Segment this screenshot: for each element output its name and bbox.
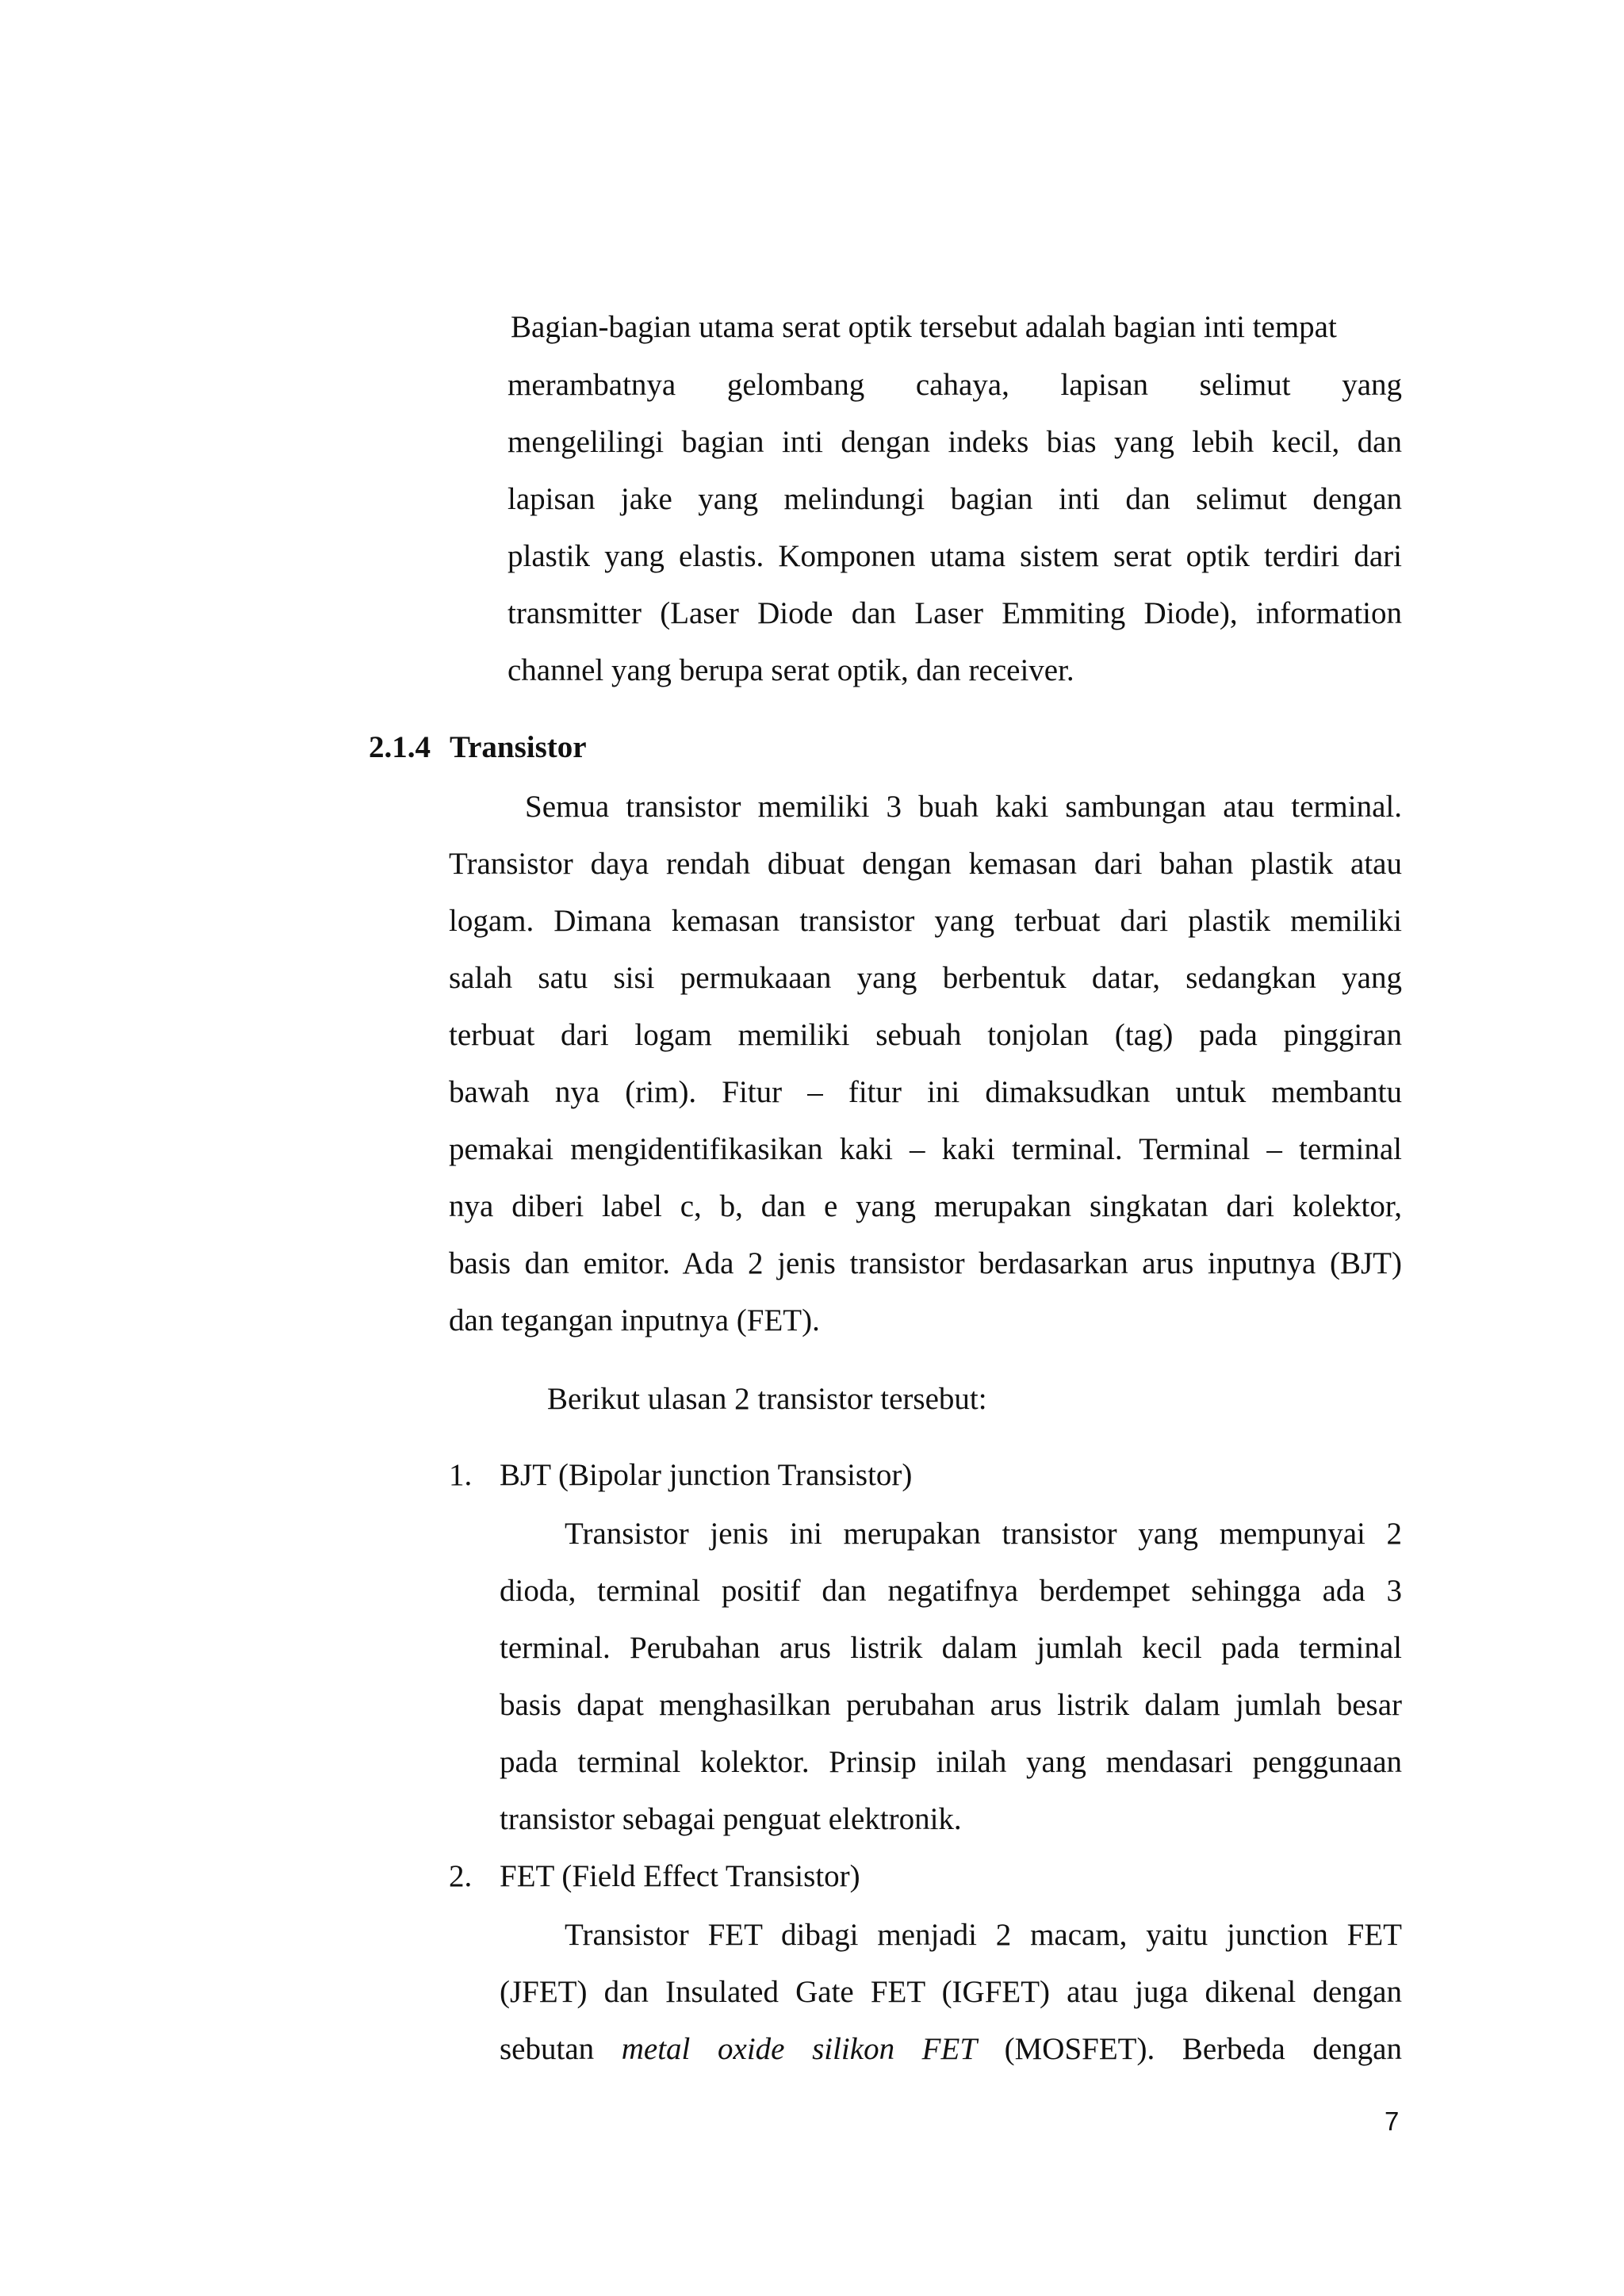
paragraph-line: logam. Dimana kemasan transistor yang terbuat dari plastik memiliki: [449, 904, 1402, 938]
list-item-line: Transistor jenis ini merupakan transistor yang mempunyai 2: [565, 1517, 1402, 1551]
list-marker: 1.: [449, 1458, 473, 1492]
paragraph-line: bawah nya (rim). Fitur – fitur ini dimaksudkan untuk membantu: [449, 1075, 1402, 1109]
list-item-line: pada terminal kolektor. Prinsip inilah yang mendasari penggunaan: [500, 1745, 1402, 1779]
paragraph-line: plastik yang elastis. Komponen utama sistem serat optik terdiri dari: [508, 539, 1402, 573]
list-item-line: basis dapat menghasilkan perubahan arus listrik dalam jumlah besar: [500, 1688, 1402, 1722]
list-item-heading: FET (Field Effect Transistor): [500, 1859, 860, 1893]
paragraph-line: basis dan emitor. Ada 2 jenis transistor berdasarkan arus inputnya (BJT): [449, 1246, 1402, 1280]
list-item-line: transistor sebagai penguat elektronik.: [500, 1802, 962, 1836]
section-title: Transistor: [450, 730, 587, 764]
paragraph-line: salah satu sisi permukaaan yang berbentuk datar, sedangkan yang: [449, 961, 1402, 995]
paragraph-line: mengelilingi bagian inti dengan indeks bias yang lebih kecil, dan: [508, 425, 1402, 459]
list-item-line-mixed: [500, 2031, 1402, 2068]
list-item-line: (JFET) dan Insulated Gate FET (IGFET) atau juga dikenal dengan: [500, 1975, 1402, 2009]
paragraph-line: dan tegangan inputnya (FET).: [449, 1303, 820, 1337]
list-marker: 2.: [449, 1859, 473, 1893]
text-run: (MOSFET). Berbeda dengan: [977, 2032, 1402, 2066]
page-number: 7: [1385, 2107, 1400, 2136]
list-item-heading: BJT (Bipolar junction Transistor): [500, 1458, 913, 1492]
italic-term: metal oxide silikon FET: [621, 2032, 978, 2066]
list-item-line: terminal. Perubahan arus listrik dalam jumlah kecil pada terminal: [500, 1631, 1402, 1665]
paragraph-line: pemakai mengidentifikasikan kaki – kaki terminal. Terminal – terminal: [449, 1132, 1402, 1166]
list-item-line: Transistor FET dibagi menjadi 2 macam, yaitu junction FET: [565, 1918, 1402, 1952]
paragraph-line: merambatnya gelombang cahaya, lapisan selimut yang: [508, 368, 1402, 402]
section-number: 2.1.4: [369, 730, 431, 764]
text-run: sebutan: [500, 2032, 622, 2066]
paragraph-line: channel yang berupa serat optik, dan receiver.: [508, 653, 1074, 687]
paragraph-line: terbuat dari logam memiliki sebuah tonjolan (tag) pada pinggiran: [449, 1018, 1402, 1052]
paragraph-line: lapisan jake yang melindungi bagian inti dan selimut dengan: [508, 482, 1402, 516]
paragraph-line: transmitter (Laser Diode dan Laser Emmiting Diode), information: [508, 596, 1402, 630]
paragraph-line: Bagian-bagian utama serat optik tersebut adalah bagian inti tempat: [511, 310, 1337, 344]
paragraph-line: nya diberi label c, b, dan e yang merupakan singkatan dari kolektor,: [449, 1189, 1402, 1223]
list-intro: Berikut ulasan 2 transistor tersebut:: [547, 1382, 987, 1416]
list-item-line: dioda, terminal positif dan negatifnya berdempet sehingga ada 3: [500, 1574, 1402, 1608]
paragraph-line: Transistor daya rendah dibuat dengan kemasan dari bahan plastik atau: [449, 847, 1402, 881]
paragraph-line: Semua transistor memiliki 3 buah kaki sambungan atau terminal.: [525, 790, 1402, 824]
